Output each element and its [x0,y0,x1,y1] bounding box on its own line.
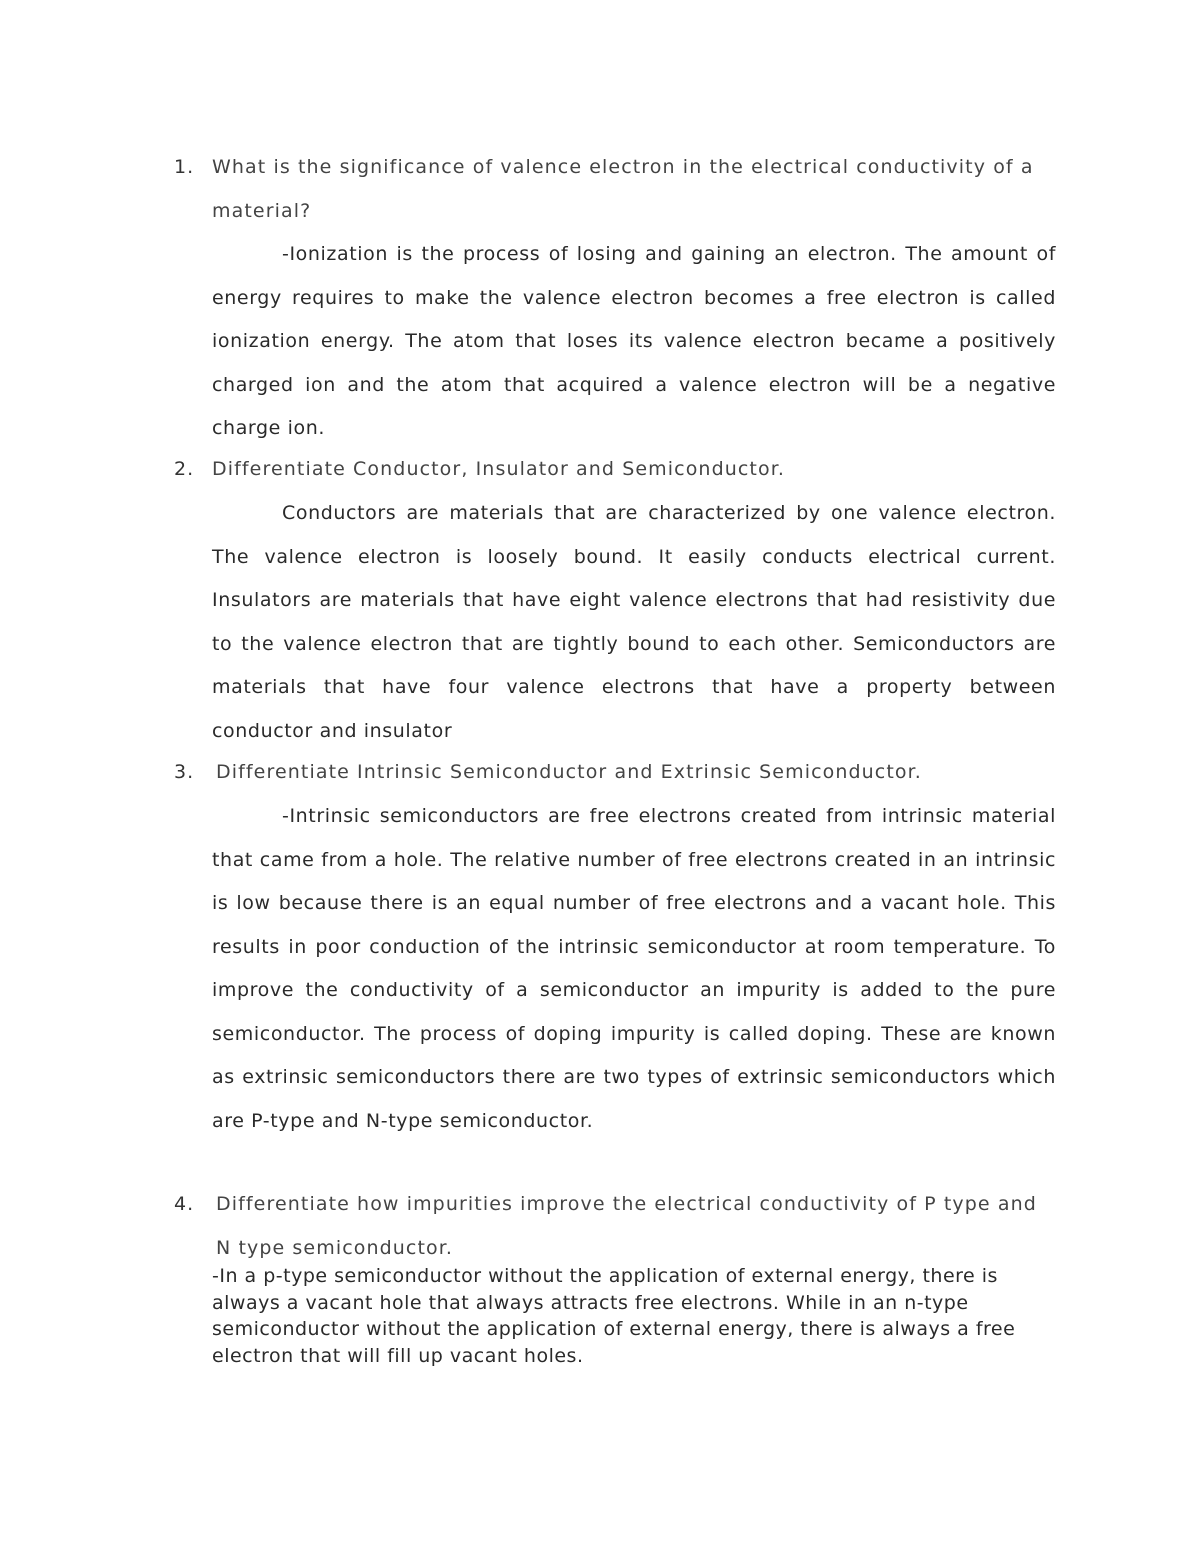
question-text: Differentiate Conductor, Insulator and Semiconductor. [212,458,785,480]
question-text: Differentiate how impurities improve the electrical conductivity of P type and N type semiconductor. [216,1193,1037,1259]
question-text: What is the significance of valence electron in the electrical conductivity of a material? [212,156,1034,222]
question-text: Differentiate Intrinsic Semiconductor and Extrinsic Semiconductor. [216,761,922,783]
question-number: 4. [174,1193,195,1215]
answer-text: -Intrinsic semiconductors are free electrons created from intrinsic material that came from a hole. The relative number of free electrons created in an intrinsic is low because there is an equal number of free electrons and a vacant hole. This results in poor conduction of the intrinsic semiconductor at room temperature. To improve the conductivity of a semiconductor an impurity is added to the pure semiconductor. The process of doping impurity is called doping. These are known as extrinsic semiconductors there are two types of extrinsic semiconductors which are P-type and N-type semiconductor. [212,805,1056,1132]
question-number: 2. [174,458,195,480]
question-number: 3. [174,761,195,783]
answer-text: -Ionization is the process of losing and gaining an electron. The amount of energy requires to make the valence electron becomes a free electron is called ionization energy. The atom that loses its valence electron became a positively charged ion and the atom that acquired a valence electron will be a negative charge ion. [212,243,1056,439]
question-number: 1. [174,156,195,178]
answer-text: Conductors are materials that are characterized by one valence electron. The valence electron is loosely bound. It easily conducts electrical current. Insulators are materials that have eight valence electrons that had resistivity due to the valence electron that are tightly bound to each other. Semiconductors are materials that have four valence electrons that have a property between conductor and insulator [212,502,1056,742]
answer-text: -In a p-type semiconductor without the application of external energy, there is always a vacant hole that always attracts free electrons. While in an n-type semiconductor without the application of external energy, there is always a free electron that will fill up vacant holes. [212,1265,1016,1367]
